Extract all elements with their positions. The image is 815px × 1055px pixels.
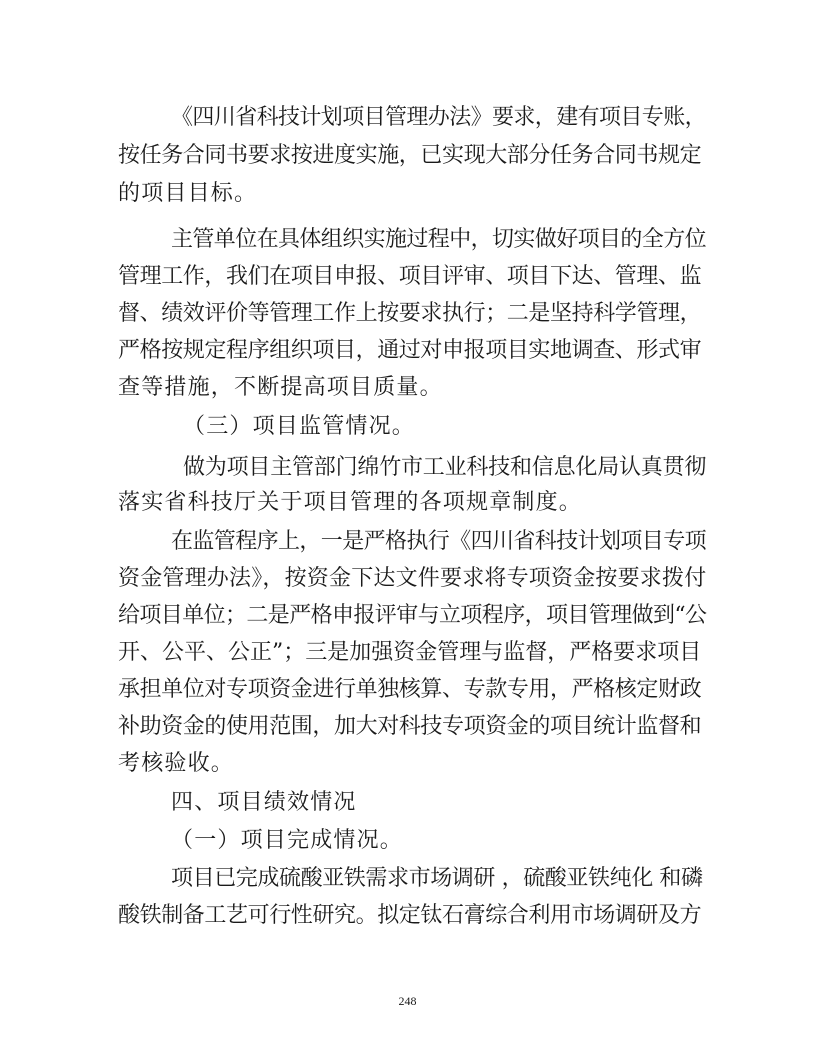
text-line: 落实省科技厅关于项目管理的各项规章制度。 (118, 490, 583, 515)
text-line: 项目已完成硫酸亚铁需求市场调研 ，硫酸亚铁纯化 和磷 (171, 866, 703, 891)
page-number: 248 (398, 994, 417, 1008)
section-heading: 四、项目绩效情况 (171, 790, 357, 815)
text-line: 管理工作，我们在项目申报、项目评审、项目下达、管理、监 (118, 264, 702, 289)
text-line: 做为项目主管部门绵竹市工业科技和信息化局认真贯彻 (183, 455, 707, 480)
text-line: 《四川省科技计划项目管理办法》要求，建有项目专账， (171, 105, 707, 130)
text-line: 补助资金的使用范围，加大对科技专项资金的项目统计监督和 (118, 714, 702, 739)
text-line: 酸铁制备工艺可行性研究。拟定钛石膏综合利用市场调研及方 (118, 903, 702, 928)
text-line: 按任务合同书要求按进度实施，已实现大部分任务合同书规定 (118, 143, 702, 168)
text-line: 在监管程序上，一是严格执行《四川省科技计划项目专项 (171, 529, 707, 554)
text-line: 考核验收。 (118, 751, 235, 776)
text-line: 的项目目标。 (118, 181, 258, 206)
text-line: 承担单位对专项资金进行单独核算、专款专用，严格核定财政 (118, 677, 702, 702)
text-line: 严格按规定程序组织项目，通过对申报项目实地调查、形式审 (118, 338, 702, 363)
text-line: 给项目单位；二是严格申报评审与立项程序，项目管理做到“公 (118, 603, 707, 628)
text-line: 主管单位在具体组织实施过程中，切实做好项目的全方位 (171, 227, 707, 252)
text-line: 开、公平、公正”；三是加强资金管理与监督，严格要求项目 (118, 640, 702, 665)
text-line: 查等措施，不断提高项目质量。 (118, 375, 443, 400)
section-heading: （一）项目完成情况。 (171, 828, 404, 853)
section-heading: （三）项目监管情况。 (183, 414, 416, 439)
text-line: 资金管理办法》，按资金下达文件要求将专项资金按要求拨付 (118, 566, 707, 591)
text-line: 督、绩效评价等管理工作上按要求执行；二是坚持科学管理， (118, 301, 702, 326)
